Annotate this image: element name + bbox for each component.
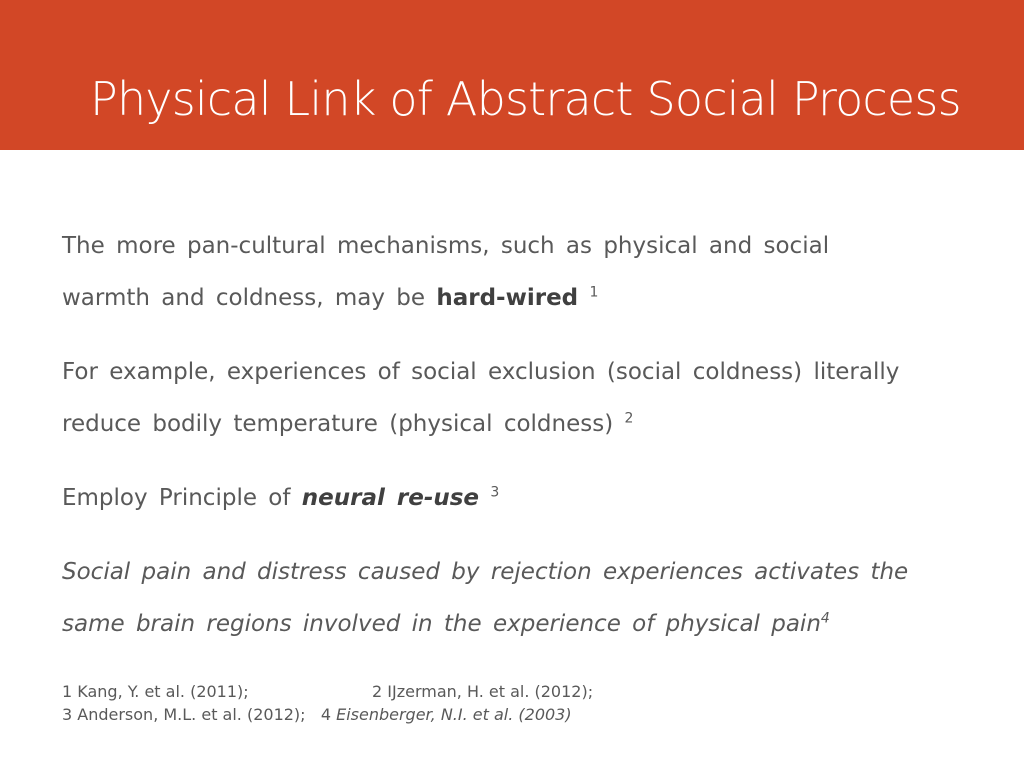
paragraph-social-pain — [62, 546, 922, 650]
paragraph-social-exclusion — [62, 346, 922, 450]
bold-term: hard-wired — [436, 285, 579, 311]
title-bar — [0, 0, 1024, 150]
reference-2: 2 IJzerman, H. et al. (2012); — [372, 682, 594, 701]
paragraph-text: Employ Principle of — [62, 485, 302, 511]
reference-marker: 3 — [490, 484, 500, 501]
reference-marker: 2 — [624, 410, 634, 427]
reference-3: 3 Anderson, M.L. et al. (2012); — [62, 705, 306, 724]
reference-marker: 1 — [589, 284, 599, 301]
reference-4-prefix: 4 — [320, 705, 337, 724]
reference-1: 1 Kang, Y. et al. (2011); — [62, 682, 249, 701]
slide-title: Physical Link of Abstract Social Process — [90, 72, 961, 126]
paragraph-text: The more pan-cultural mechanisms, such as physical and social warmth and coldness, may be — [62, 233, 830, 311]
slide-body — [62, 220, 922, 672]
bold-italic-term: neural re-use — [301, 485, 480, 511]
paragraph-text: For example, experiences of social exclusion (social coldness) literally reduce bodily temperature (physical coldness) — [62, 359, 900, 437]
reference-4: Eisenberger, N.I. et al. (2003) — [336, 705, 572, 724]
references-row-1 — [62, 680, 593, 703]
reference-marker: 4 — [820, 610, 830, 627]
paragraph-text: Social pain and distress caused by rejection experiences activates the same brain regions involved in the experience of physical pain — [62, 559, 909, 637]
references — [62, 680, 593, 726]
references-row-2 — [62, 703, 593, 726]
paragraph-neural-reuse — [62, 472, 922, 524]
paragraph-hard-wired — [62, 220, 922, 324]
